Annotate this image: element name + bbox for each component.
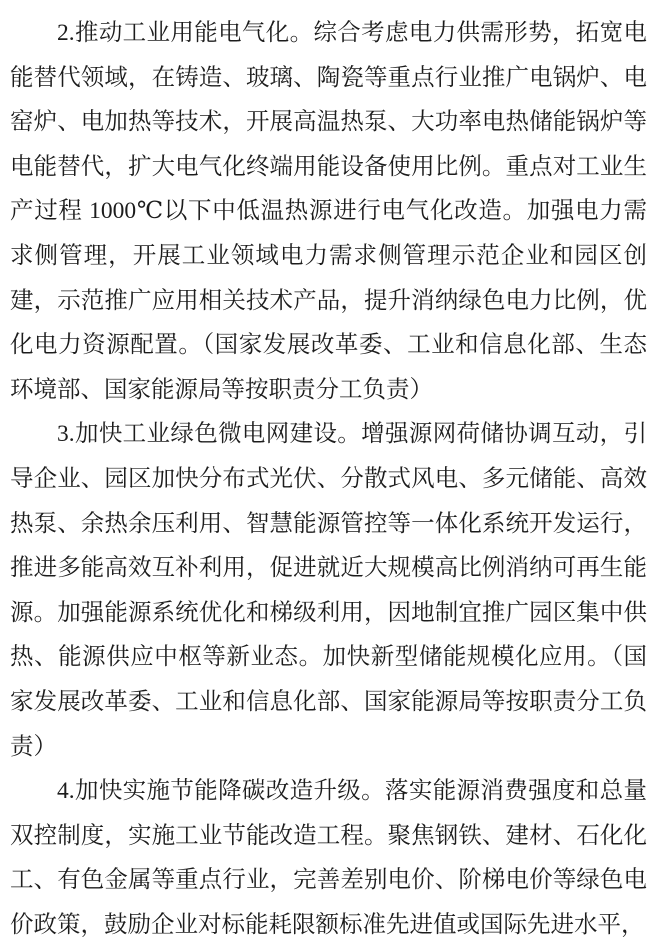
paragraph-item-3-green-microgrid: 3.加快工业绿色微电网建设。增强源网荷储协调互动，引导企业、园区加快分布式光伏、分散式风电、多元储能、高效热泵、余热余压利用、智慧能源管控等一体化系统开发运行，推进多能高效互补利用，促进就近大规模高比例消纳可再生能源。加强能源系统优化和梯级利用，因地制宜推广园区集中供热、能源供应中枢等新业态。加快新型储能规模化应用。（国家发展改革委、工业和信息化部、国家能源局等按职责分工负责） bbox=[10, 421, 647, 760]
paragraph-item-4-energy-saving-retrofit: 4.加快实施节能降碳改造升级。落实能源消费强度和总量双控制度，实施工业节能改造工程。聚焦钢铁、建材、石化化工、有色金属等重点行业，完善差别电价、阶梯电价等绿色电价政策，鼓励企业对标能耗限额标准先进值或国际先进水平， bbox=[10, 778, 647, 938]
paragraph-item-2-industrial-electrification: 2.推动工业用能电气化。综合考虑电力供需形势，拓宽电能替代领域，在铸造、玻璃、陶瓷等重点行业推广电锅炉、电窑炉、电加热等技术，开展高温热泵、大功率电热储能锅炉等电能替代，扩大电气化终端用能设备使用比例。重点对工业生产过程 1000℃以下中低温热源进行电气化改造。加强电力需求侧管理，开展工业领域电力需求侧管理示范企业和园区创建，示范推广应用相关技术产品，提升消纳绿色电力比例，优化电力资源配置。（国家发展改革委、工业和信息化部、生态环境部、国家能源局等按职责分工负责） bbox=[10, 20, 647, 403]
